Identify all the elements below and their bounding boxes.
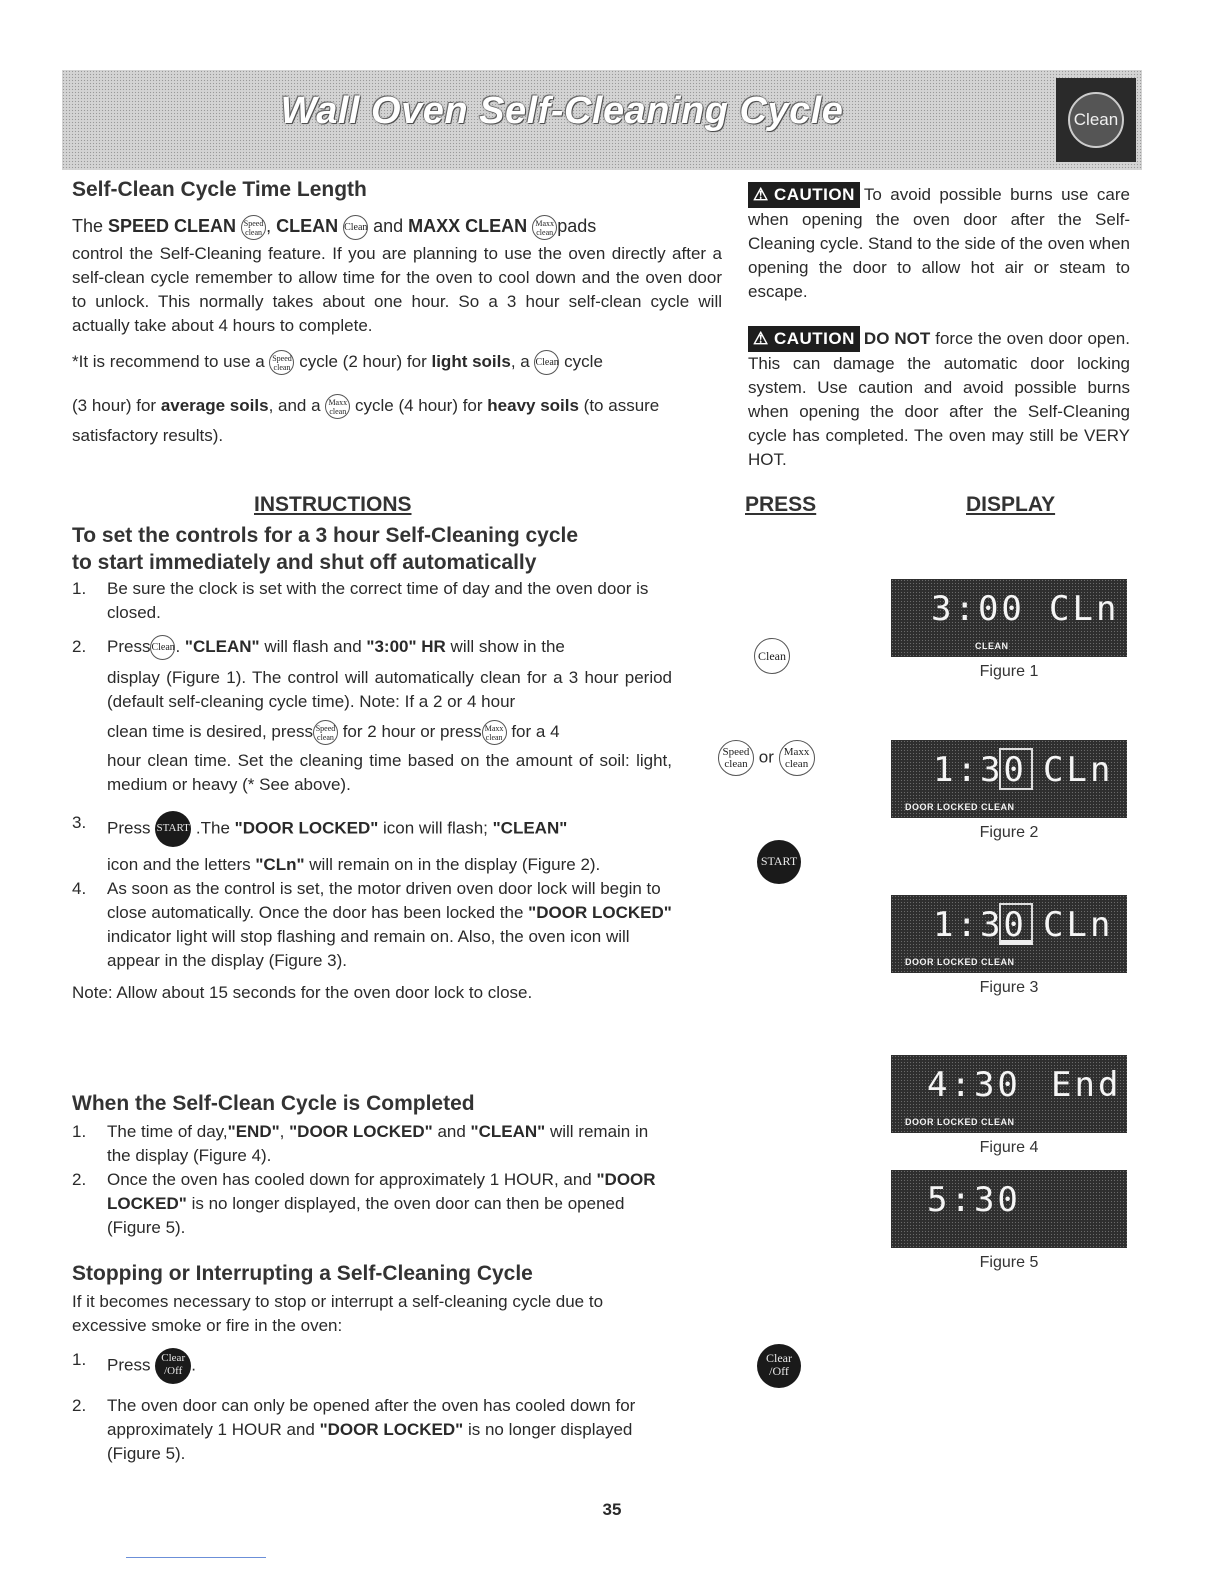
stopping-intro: If it becomes necessary to stop or interrupt a self-cleaning cycle due to excessive smoke or fire in the oven: bbox=[72, 1292, 604, 1335]
completed-steps bbox=[72, 1120, 672, 1240]
press-clear-off-pad[interactable] bbox=[757, 1344, 801, 1388]
clean-icon: Clean bbox=[150, 635, 175, 660]
speed-clean-icon: Speed clean bbox=[313, 720, 338, 745]
lcd-code: End bbox=[1051, 1065, 1122, 1105]
soil-recommendation: *It is recommend to use a Speed clean cycle (2 hour) for light soils, a Clean cycle bbox=[72, 350, 722, 375]
page-number: 35 bbox=[602, 1500, 622, 1519]
oven-icon bbox=[999, 903, 1033, 945]
lcd-display bbox=[891, 740, 1127, 818]
lcd-time: 1:30 bbox=[933, 750, 1027, 790]
press-speed-or-maxx bbox=[718, 740, 815, 776]
cycle-time-section bbox=[72, 178, 722, 451]
clean-icon: Clean bbox=[534, 350, 559, 375]
or-text: or bbox=[758, 747, 774, 767]
lcd-code: CLn bbox=[1043, 750, 1114, 790]
lcd-code: CLn bbox=[1043, 905, 1114, 945]
cycle-time-paragraph: The SPEED CLEAN Speed clean , CLEAN Clean and MAXX CLEAN Maxx clean pads bbox=[72, 214, 722, 240]
start-icon: START bbox=[757, 840, 801, 884]
figure-caption: Figure 3 bbox=[979, 979, 1039, 996]
completed-step-1: 1. The time of day,"END", "DOOR LOCKED" and "CLEAN" will remain in the display (Figure 4). bbox=[72, 1122, 649, 1165]
clear-off-icon: Clear /Off bbox=[155, 1348, 191, 1384]
soil-recommendation-cont: (3 hour) for average soils, and a Maxx clean cycle (4 hour) for heavy soils (to assure satisfactory results). bbox=[72, 395, 660, 445]
caution-note-1: ⚠ CAUTION To avoid possible burns use care when opening the oven door after the Self-Cleaning cycle. Stand to the side of the oven when opening the door to allow hot air or steam to escape. bbox=[748, 182, 1130, 304]
step-3: 3. Press START .The "DOOR LOCKED" icon will flash; "CLEAN" icon and the letters "CLn" will remain on in the display (Figure 2). bbox=[72, 813, 601, 875]
figure-3 bbox=[891, 895, 1127, 997]
caution-label: ⚠ CAUTION bbox=[748, 326, 860, 352]
step-4: 4. As soon as the control is set, the motor driven oven door lock will begin to close automatically. Once the door has been locked the "DOOR LOCKED" indicator light will stop flashing and remain on. Also, the oven icon will appear in the display (Figure 3). bbox=[72, 879, 672, 971]
stopping-section bbox=[72, 1262, 672, 1466]
cycle-time-heading: Self-Clean Cycle Time Length bbox=[72, 178, 367, 201]
maxx-clean-icon: Maxx clean bbox=[482, 720, 507, 745]
completed-heading: When the Self-Clean Cycle is Completed bbox=[72, 1092, 475, 1115]
lcd-display bbox=[891, 895, 1127, 973]
instructions-heading: INSTRUCTIONS bbox=[254, 493, 412, 516]
lcd-indicator: DOOR LOCKED CLEAN bbox=[905, 1117, 1015, 1127]
display-heading: DISPLAY bbox=[966, 493, 1056, 516]
clear-off-icon: Clear /Off bbox=[757, 1344, 801, 1388]
completed-step-2: 2. Once the oven has cooled down for approximately 1 HOUR, and "DOOR LOCKED" is no longer displayed, the oven door can then be opened (Figure 5). bbox=[72, 1170, 656, 1237]
completed-section bbox=[72, 1092, 672, 1240]
lcd-indicator: DOOR LOCKED CLEAN bbox=[905, 802, 1015, 812]
header-banner bbox=[62, 70, 1142, 170]
lcd-time: 4:30 bbox=[927, 1065, 1021, 1105]
clean-icon: Clean bbox=[343, 215, 368, 240]
speed-clean-pad[interactable]: Speed clean bbox=[718, 740, 754, 776]
step-2: 2. PressClean. "CLEAN" will flash and "3:00" HR will show in the display (Figure 1). The control will automatically clean for a 3 hour period (default self-cleaning cycle time). Note: If a 2 or 4 hour clean time is desired, press Speed clean for 2 hour or press Maxx clean for a 4 hour clean time. Set the cleaning time based on the amount of soil: light, medium or heavy (* See above). bbox=[72, 637, 672, 795]
stopping-step-1: 1. Press Clear /Off . bbox=[72, 1348, 672, 1384]
figure-5 bbox=[891, 1170, 1127, 1272]
stopping-steps bbox=[72, 1348, 672, 1466]
clean-badge-label: Clean bbox=[1068, 92, 1124, 148]
lcd-display bbox=[891, 1170, 1127, 1248]
instructions-section bbox=[72, 524, 672, 1005]
page-title: Wall Oven Self-Cleaning Cycle bbox=[280, 90, 844, 132]
maxx-clean-pad[interactable]: Maxx clean bbox=[779, 740, 815, 776]
maxx-clean-icon: Maxx clean bbox=[325, 394, 350, 419]
maxx-clean-icon: Maxx clean bbox=[532, 215, 557, 240]
lcd-indicator: DOOR LOCKED CLEAN bbox=[905, 957, 1015, 967]
clean-icon: Clean bbox=[754, 638, 790, 674]
lock-note: Note: Allow about 15 seconds for the oven door lock to close. bbox=[72, 983, 533, 1003]
figure-2 bbox=[891, 740, 1127, 842]
oven-icon bbox=[999, 748, 1033, 790]
lcd-indicator: CLEAN bbox=[975, 641, 1009, 651]
figure-1 bbox=[891, 579, 1127, 681]
figure-4 bbox=[891, 1055, 1127, 1157]
figure-caption: Figure 2 bbox=[979, 824, 1039, 841]
caution-note-2: ⚠ CAUTION DO NOT force the oven door open. This can damage the automatic door locking system. Use caution and avoid possible burns when opening the door after the Self-Cleaning cycle has completed. The oven may still be VERY HOT. bbox=[748, 326, 1130, 472]
speed-clean-icon: Speed clean bbox=[269, 350, 294, 375]
start-icon: START bbox=[155, 811, 191, 847]
lcd-code: CLn bbox=[1049, 589, 1120, 629]
instruction-steps bbox=[72, 577, 672, 973]
lcd-time: 1:30 bbox=[933, 905, 1027, 945]
press-heading: PRESS bbox=[745, 493, 817, 516]
lcd-display bbox=[891, 1055, 1127, 1133]
figure-caption: Figure 4 bbox=[979, 1139, 1039, 1156]
press-clean-pad[interactable] bbox=[754, 638, 790, 674]
figure-caption: Figure 1 bbox=[979, 663, 1039, 680]
footer-rule bbox=[126, 1557, 266, 1558]
press-start-pad[interactable] bbox=[757, 840, 801, 884]
instructions-subheading-1: To set the controls for a 3 hour Self-Cleaning cycle bbox=[72, 524, 579, 547]
caution-section bbox=[748, 182, 1130, 472]
lcd-display bbox=[891, 579, 1127, 657]
lcd-time: 5:30 bbox=[927, 1180, 1021, 1220]
figure-caption: Figure 5 bbox=[979, 1254, 1039, 1271]
step-1: 1. Be sure the clock is set with the correct time of day and the oven door is closed. bbox=[72, 579, 649, 622]
caution-label: ⚠ CAUTION bbox=[748, 182, 860, 208]
lcd-time: 3:00 bbox=[931, 589, 1025, 629]
speed-clean-icon: Speed clean bbox=[241, 215, 266, 240]
stopping-heading: Stopping or Interrupting a Self-Cleaning Cycle bbox=[72, 1262, 533, 1285]
cycle-time-detail: control the Self-Cleaning feature. If you are planning to use the oven directly after a self-clean cycle remember to allow time for the oven to cool down and the oven door to unlock. This normally takes about one hour. So a 3 hour self-clean cycle will actually take about 4 hours to complete. bbox=[72, 243, 722, 335]
instructions-subheading-2: to start immediately and shut off automatically bbox=[72, 551, 537, 574]
stopping-step-2: 2. The oven door can only be opened after the oven has cooled down for approximately 1 HOUR and "DOOR LOCKED" is no longer displayed (Figure 5). bbox=[72, 1396, 636, 1463]
clean-badge bbox=[1056, 78, 1136, 162]
